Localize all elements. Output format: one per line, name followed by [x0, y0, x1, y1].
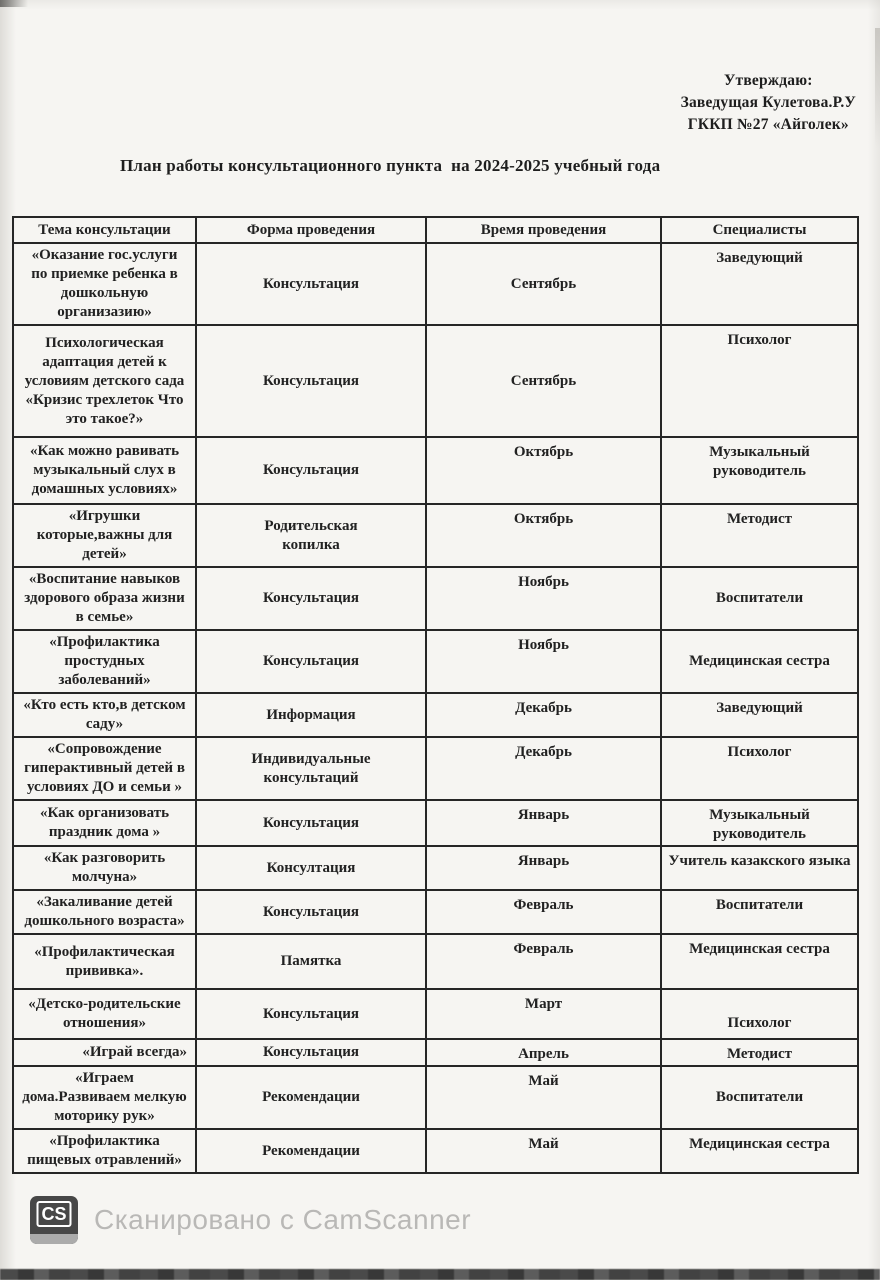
table-header-row	[13, 217, 858, 243]
cell-time: Февраль	[426, 890, 661, 934]
cell-specialist: Заведующий	[661, 243, 858, 325]
cell-time: Декабрь	[426, 693, 661, 737]
cell-form: Консультация	[196, 1039, 426, 1066]
table-row	[13, 890, 858, 934]
table-row	[13, 800, 858, 846]
cell-topic: Психологическая адаптация детей к условиям детского сада «Кризис трехлеток Что это такое?»	[13, 325, 196, 437]
cell-time: Ноябрь	[426, 630, 661, 693]
camscanner-icon-bar	[30, 1234, 78, 1244]
cell-form: Рекомендации	[196, 1129, 426, 1173]
plan-table	[12, 216, 859, 1174]
cell-time: Май	[426, 1066, 661, 1129]
cell-form: Консультация	[196, 890, 426, 934]
cell-topic: «Игрушки которые,важны для детей»	[13, 504, 196, 567]
table-row	[13, 989, 858, 1039]
approval-block	[681, 70, 856, 136]
cell-specialist: Психолог	[661, 989, 858, 1039]
cell-topic: «Сопровождение гиперактивный детей в условиях ДО и семьи »	[13, 737, 196, 800]
approval-line-3: ГККП №27 «Айголек»	[687, 116, 849, 133]
header-topic: Тема консультации	[13, 217, 196, 243]
cell-time: Ноябрь	[426, 567, 661, 630]
cell-form: Консультация	[196, 437, 426, 504]
cell-time: Январь	[426, 846, 661, 890]
table-row	[13, 325, 858, 437]
table-row	[13, 630, 858, 693]
cell-form: Консультация	[196, 567, 426, 630]
cell-specialist: Воспитатели	[661, 890, 858, 934]
cell-topic: «Как можно равивать музыкальный слух в домашных условиях»	[13, 437, 196, 504]
cell-time: Декабрь	[426, 737, 661, 800]
cell-specialist: Музыкальный руководитель	[661, 437, 858, 504]
cell-specialist: Медицинская сестра	[661, 1129, 858, 1173]
cell-specialist: Психолог	[661, 325, 858, 437]
cell-specialist: Учитель казакского языка	[661, 846, 858, 890]
cell-specialist: Методист	[661, 504, 858, 567]
approval-line-1: Утверждаю:	[723, 72, 813, 89]
camscanner-icon-letters: CS	[36, 1201, 71, 1227]
table-row	[13, 934, 858, 989]
cell-time: Январь	[426, 800, 661, 846]
cell-form: Индивидуальные консультаций	[196, 737, 426, 800]
table-row	[13, 1039, 858, 1066]
table-row	[13, 1066, 858, 1129]
table-row	[13, 504, 858, 567]
cell-topic: «Профилактика пищевых отравлений»	[13, 1129, 196, 1173]
cell-topic: «Кто есть кто,в детском саду»	[13, 693, 196, 737]
cell-form: Памятка	[196, 934, 426, 989]
cell-topic: «Детско-родительские отношения»	[13, 989, 196, 1039]
cell-form: Родительская копилка	[196, 504, 426, 567]
cell-time: Март	[426, 989, 661, 1039]
table-row	[13, 846, 858, 890]
cell-time: Февраль	[426, 934, 661, 989]
camscanner-watermark	[30, 1196, 471, 1244]
cell-specialist: Психолог	[661, 737, 858, 800]
cell-topic: «Как организовать праздник дома »	[13, 800, 196, 846]
cell-specialist: Музыкальный руководитель	[661, 800, 858, 846]
scan-artifact-top-right	[875, 28, 880, 148]
cell-form: Рекомендации	[196, 1066, 426, 1129]
cell-form: Консультация	[196, 243, 426, 325]
header-time: Время проведения	[426, 217, 661, 243]
table-row	[13, 1129, 858, 1173]
cell-specialist: Воспитатели	[661, 567, 858, 630]
camscanner-text: Сканировано с CamScanner	[94, 1204, 472, 1235]
cell-specialist: Медицинская сестра	[661, 630, 858, 693]
plan-table-body	[13, 243, 858, 1173]
cell-form: Консультация	[196, 989, 426, 1039]
cell-specialist: Медицинская сестра	[661, 934, 858, 989]
scan-artifact-bottom-band	[0, 1269, 880, 1280]
cell-specialist: Воспитатели	[661, 1066, 858, 1129]
scan-artifact-top-left	[0, 0, 28, 7]
cell-time: Апрель	[426, 1039, 661, 1066]
cell-form: Информация	[196, 693, 426, 737]
cell-specialist: Заведующий	[661, 693, 858, 737]
cell-time: Май	[426, 1129, 661, 1173]
table-row	[13, 693, 858, 737]
table-row	[13, 567, 858, 630]
header-specialists: Специалисты	[661, 217, 858, 243]
cell-time: Сентябрь	[426, 243, 661, 325]
cell-topic: «Как разговорить молчуна»	[13, 846, 196, 890]
cell-topic: «Воспитание навыков здорового образа жизни в семье»	[13, 567, 196, 630]
cell-time: Октябрь	[426, 504, 661, 567]
cell-form: Консултация	[196, 846, 426, 890]
cell-form: Консультация	[196, 630, 426, 693]
cell-form: Консультация	[196, 800, 426, 846]
cell-form: Консультация	[196, 325, 426, 437]
header-form: Форма проведения	[196, 217, 426, 243]
approval-line-2: Заведущая Кулетова.Р.У	[680, 94, 856, 111]
table-row	[13, 243, 858, 325]
cell-specialist: Методист	[661, 1039, 858, 1066]
table-row	[13, 437, 858, 504]
cell-topic: «Играй всегда»	[13, 1039, 196, 1066]
cell-topic: «Оказание гос.услуги по приемке ребенка в дошкольную организазию»	[13, 243, 196, 325]
cell-topic: «Играем дома.Развиваем мелкую моторику рук»	[13, 1066, 196, 1129]
cell-time: Октябрь	[426, 437, 661, 504]
cell-topic: «Профилактическая прививка».	[13, 934, 196, 989]
cell-topic: «Закаливание детей дошкольного возраста»	[13, 890, 196, 934]
table-row	[13, 737, 858, 800]
page-title: План работы консультационного пункта на 2024-2025 учебный года	[120, 156, 661, 175]
camscanner-icon	[30, 1196, 78, 1244]
cell-time: Сентябрь	[426, 325, 661, 437]
cell-topic: «Профилактика простудных заболеваний»	[13, 630, 196, 693]
